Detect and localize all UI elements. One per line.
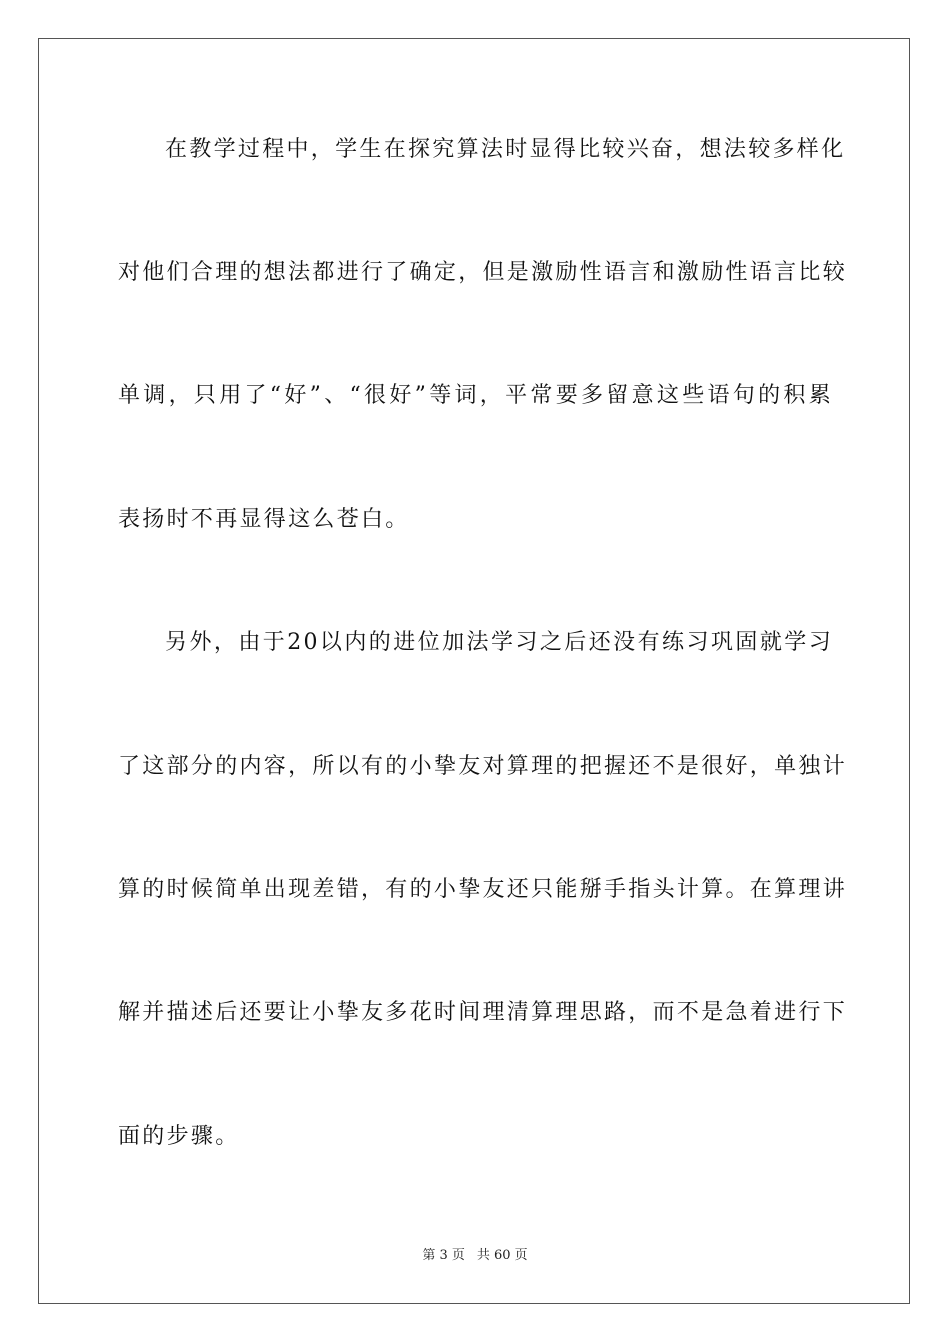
paragraph-2-line-2: 了这部分的内容，所以有的小挚友对算理的把握还不是很好，单独计: [118, 754, 848, 779]
page-number: 第 3 页: [422, 1248, 465, 1263]
paragraph-2-line-4: 解并描述后还要让小挚友多花时间理清算理思路，而不是急着进行下: [118, 1000, 848, 1025]
page-total: 共 60 页: [476, 1248, 528, 1263]
paragraph-1-line-2: 对他们合理的想法都进行了确定，但是激励性语言和激励性语言比较: [118, 260, 848, 285]
paragraph-1-line-4: 表扬时不再显得这么苍白。: [118, 507, 410, 532]
paragraph-1-line-3: 单调，只用了“好”、“很好”等词，平常要多留意这些语句的积累: [118, 383, 833, 408]
paragraph-2-line-3: 算的时候简单出现差错，有的小挚友还只能掰手指头计算。在算理讲: [118, 877, 848, 902]
page-border: [38, 38, 910, 1304]
paragraph-2-line-1: 另外，由于20以内的进位加法学习之后还没有练习巩固就学习: [165, 630, 833, 655]
page-footer: [0, 1247, 950, 1265]
paragraph-1-line-1: 在教学过程中，学生在探究算法时显得比较兴奋，想法较多样化: [165, 137, 846, 162]
paragraph-2-line-5: 面的步骤。: [118, 1124, 240, 1149]
